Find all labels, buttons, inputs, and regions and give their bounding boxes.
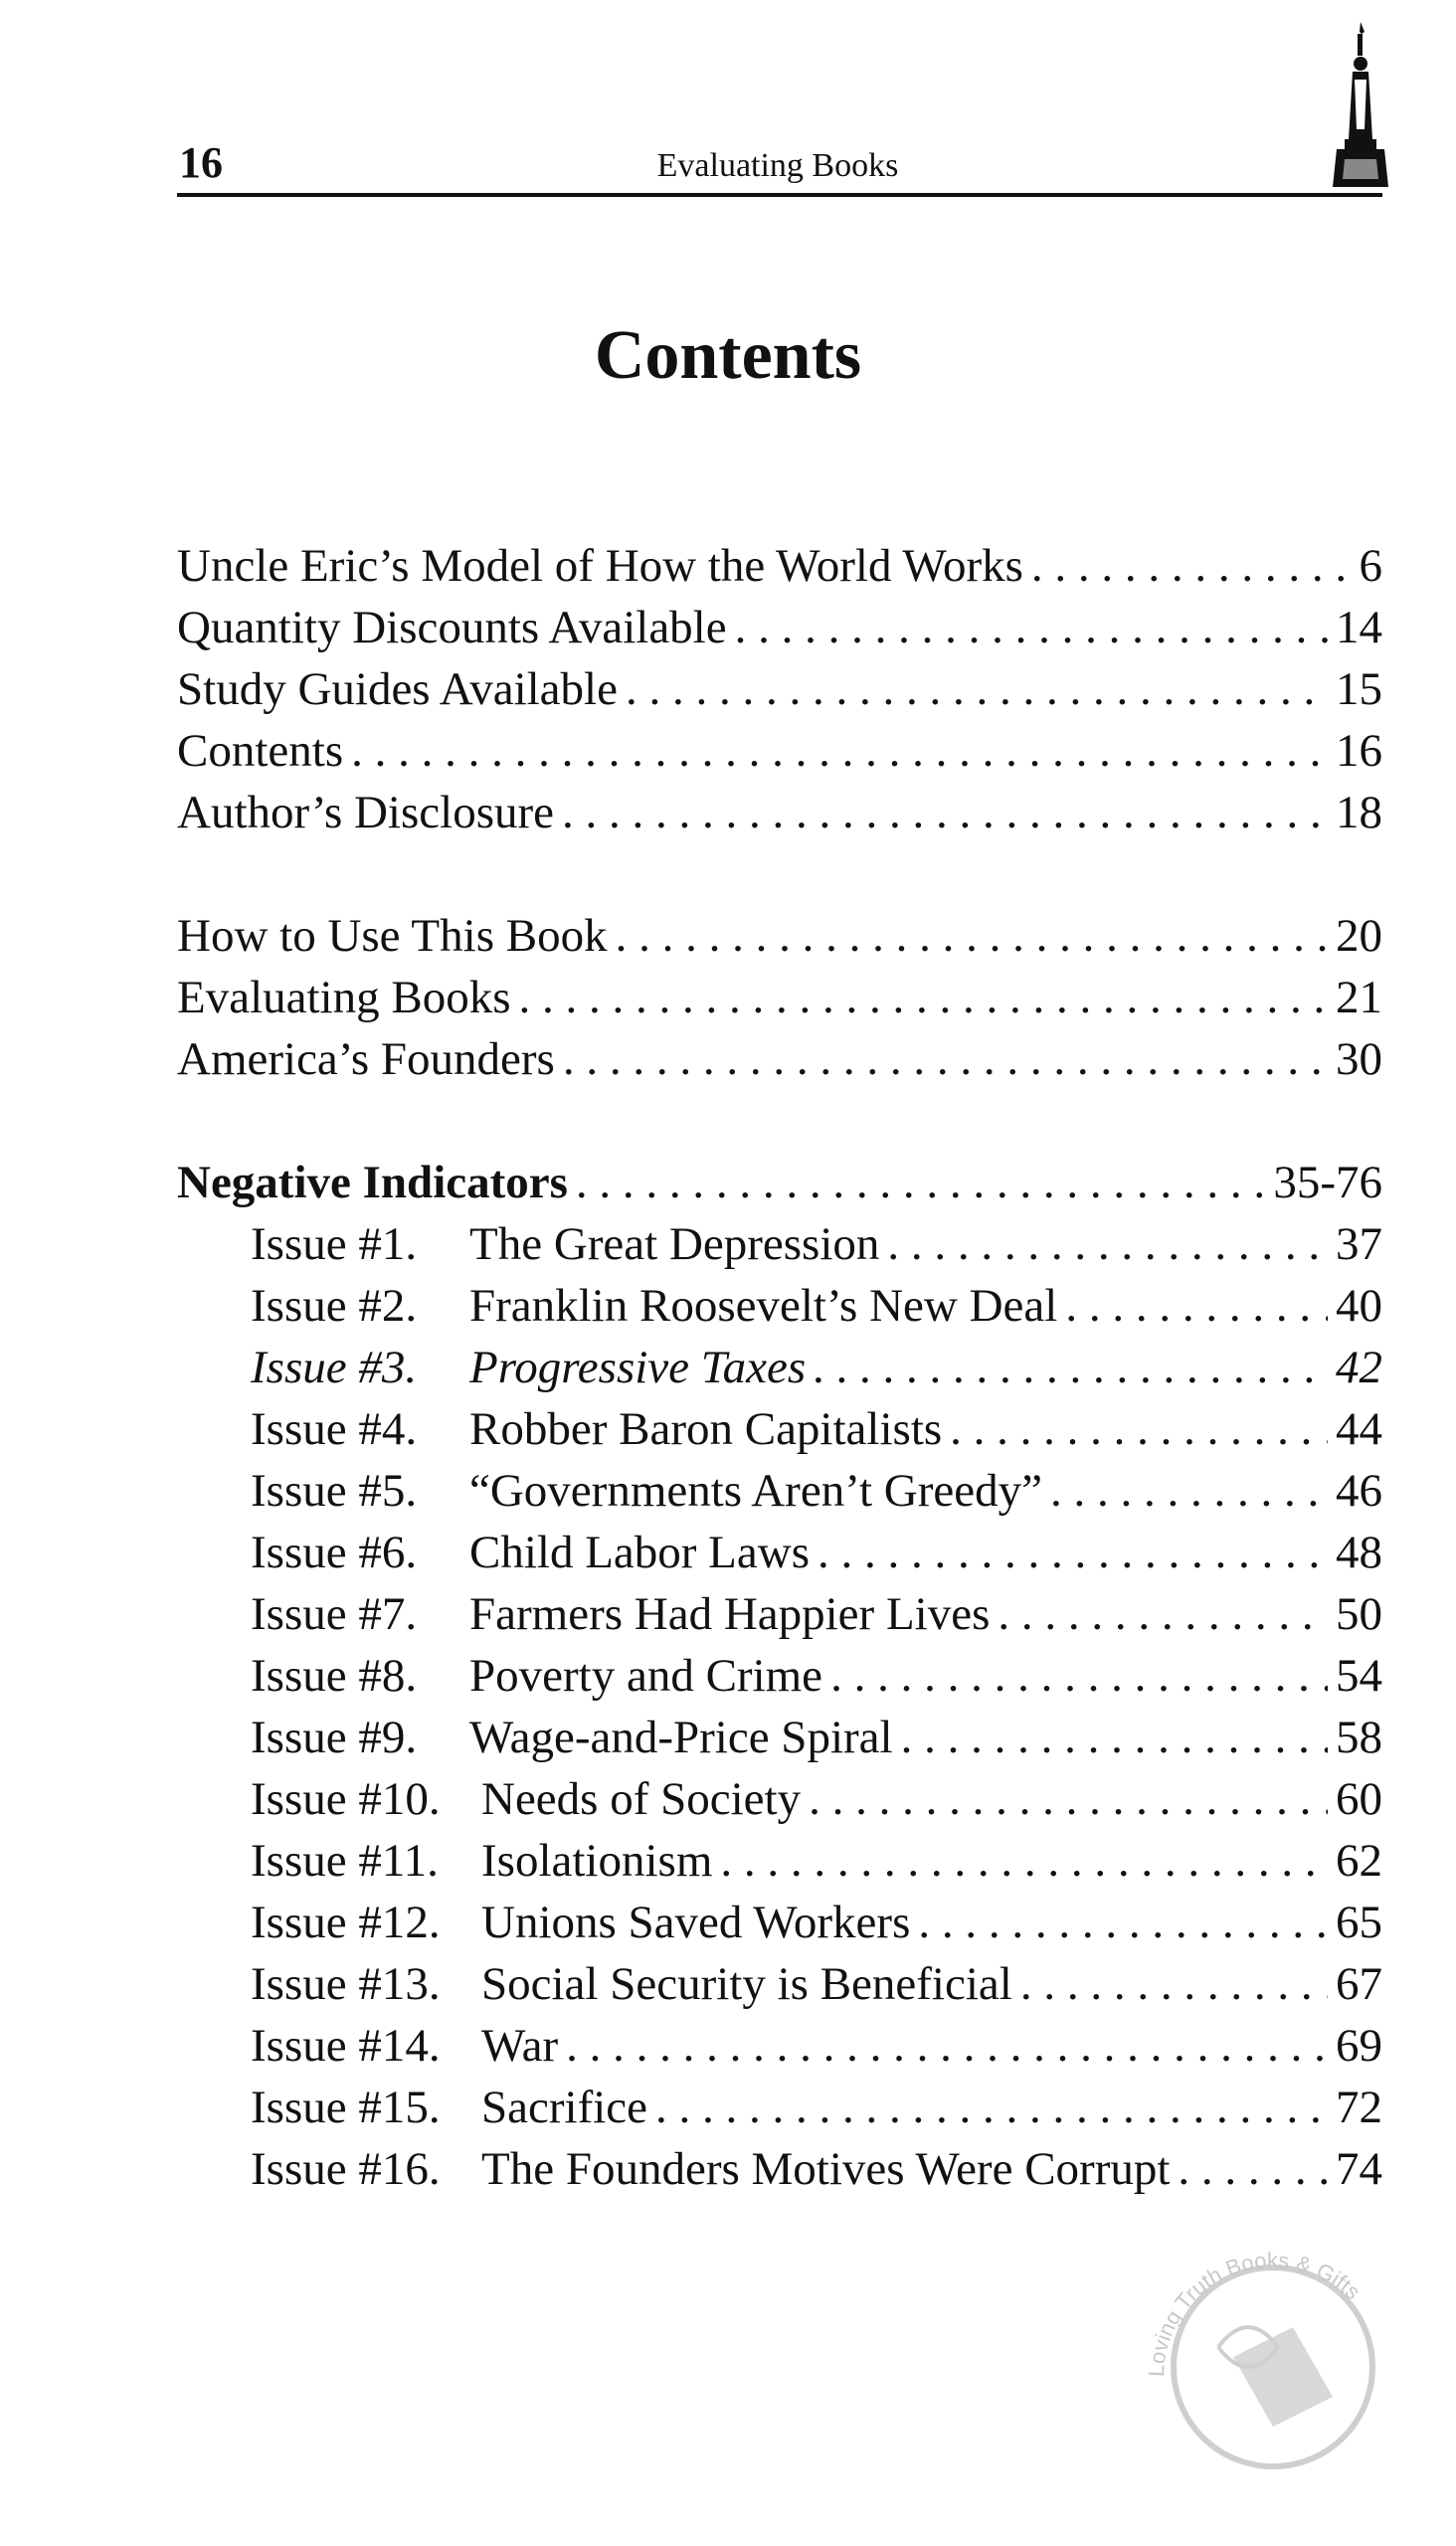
- entry-label: America’s Founders: [177, 1033, 555, 1085]
- page-ref: 54: [1336, 1650, 1382, 1702]
- running-title: Evaluating Books: [656, 147, 899, 184]
- toc-entry[interactable]: [177, 535, 1382, 597]
- issue-label: [251, 2138, 1170, 2200]
- issue-number: Issue #9.: [251, 1712, 418, 1763]
- entry-label: Author’s Disclosure: [177, 787, 555, 838]
- toc-entry[interactable]: [177, 967, 1382, 1028]
- toc-entry-issue[interactable]: [177, 1275, 1382, 1337]
- issue-number: Issue #6.: [251, 1527, 418, 1578]
- section-heading: Negative Indicators: [177, 1157, 568, 1208]
- toc-entry[interactable]: [177, 1028, 1382, 1090]
- toc-entry-issue[interactable]: [177, 1645, 1382, 1707]
- dot-leader: [950, 1398, 1328, 1460]
- toc-entry-issue[interactable]: [177, 1830, 1382, 1892]
- page-number: 16: [179, 138, 223, 187]
- running-header: [177, 125, 1378, 195]
- watermark-seal: [1124, 2208, 1422, 2506]
- dot-leader: [830, 1645, 1328, 1707]
- issue-label: [251, 1275, 1057, 1337]
- issue-number: Issue #10.: [251, 1773, 441, 1825]
- toc-entry[interactable]: [177, 597, 1382, 658]
- issue-label: [251, 1460, 1042, 1522]
- page-ref: 46: [1336, 1465, 1382, 1517]
- issue-title: Franklin Roosevelt’s New Deal: [469, 1280, 1058, 1332]
- page-ref: 72: [1336, 2082, 1382, 2133]
- page-ref: 18: [1336, 787, 1382, 838]
- watermark-text: Loving Truth Books & Gifts: [1143, 2248, 1365, 2378]
- issue-number: Issue #13.: [251, 1958, 441, 2010]
- issue-title: Child Labor Laws: [469, 1527, 810, 1578]
- dot-leader: [519, 967, 1329, 1028]
- issue-label: [251, 1213, 879, 1275]
- entry-label: Study Guides Available: [177, 663, 618, 715]
- issue-label: [251, 1522, 810, 1583]
- page-ref: 67: [1336, 1958, 1382, 2010]
- page-ref: 37: [1336, 1218, 1382, 1270]
- issue-title: Robber Baron Capitalists: [469, 1403, 943, 1455]
- issue-title: Needs of Society: [481, 1773, 802, 1825]
- issue-label: [251, 1892, 910, 1953]
- front-matter-list: [177, 535, 1382, 843]
- issues-list: [177, 1213, 1382, 2200]
- issue-label: [251, 1768, 801, 1830]
- page-ref: 35-76: [1273, 1157, 1382, 1208]
- issue-number: Issue #3.: [251, 1342, 418, 1393]
- issue-number: Issue #12.: [251, 1897, 441, 1948]
- page-ref: 74: [1336, 2143, 1382, 2195]
- page-ref: 20: [1336, 910, 1382, 962]
- toc-entry-issue[interactable]: [177, 2077, 1382, 2138]
- dot-leader: [918, 1892, 1328, 1953]
- dot-leader: [566, 2015, 1328, 2077]
- toc-entry[interactable]: [177, 658, 1382, 720]
- entry-label: Quantity Discounts Available: [177, 602, 727, 653]
- entry-label: How to Use This Book: [177, 910, 608, 962]
- issue-number: Issue #2.: [251, 1280, 418, 1332]
- toc-entry[interactable]: [177, 782, 1382, 843]
- issue-label: [251, 2015, 558, 2077]
- issue-title: The Founders Motives Were Corrupt: [481, 2143, 1171, 2195]
- dot-leader: [735, 597, 1328, 658]
- statue-of-liberty-icon: [1331, 20, 1390, 189]
- toc-entry-issue[interactable]: [177, 1398, 1382, 1460]
- dot-leader: [818, 1522, 1328, 1583]
- page-ref: 58: [1336, 1712, 1382, 1763]
- toc-entry-issue[interactable]: [177, 1337, 1382, 1398]
- page-ref: 48: [1336, 1527, 1382, 1578]
- issue-label: [251, 1707, 893, 1768]
- issue-number: Issue #5.: [251, 1465, 418, 1517]
- toc-entry[interactable]: [177, 905, 1382, 967]
- toc-entry-issue[interactable]: [177, 1213, 1382, 1275]
- toc-entry-issue[interactable]: [177, 1460, 1382, 1522]
- issue-number: Issue #15.: [251, 2082, 441, 2133]
- toc-entry-issue[interactable]: [177, 1953, 1382, 2015]
- issue-label: [251, 1583, 990, 1645]
- dot-leader: [901, 1707, 1328, 1768]
- issue-number: Issue #11.: [251, 1835, 439, 1887]
- dot-leader: [562, 782, 1328, 843]
- issue-number: Issue #16.: [251, 2143, 441, 2195]
- intro-sections-list: [177, 905, 1382, 1090]
- page-title: Contents: [594, 317, 862, 394]
- issue-title: Farmers Had Happier Lives: [469, 1588, 991, 1640]
- dot-leader: [563, 1028, 1328, 1090]
- issue-number: Issue #4.: [251, 1403, 418, 1455]
- page-ref: 69: [1336, 2020, 1382, 2072]
- page-ref: 6: [1359, 540, 1382, 592]
- issue-label: [251, 2077, 647, 2138]
- dot-leader: [809, 1768, 1328, 1830]
- dot-leader: [998, 1583, 1328, 1645]
- issue-label: [251, 1953, 1012, 2015]
- toc-entry-issue[interactable]: [177, 1707, 1382, 1768]
- dot-leader: [887, 1213, 1328, 1275]
- page-ref: 16: [1336, 725, 1382, 777]
- table-of-contents: [177, 535, 1382, 2200]
- page-ref: 14: [1336, 602, 1382, 653]
- page-ref: 50: [1336, 1588, 1382, 1640]
- page-ref: 44: [1336, 1403, 1382, 1455]
- toc-entry-issue[interactable]: [177, 2138, 1382, 2200]
- toc-entry-issue[interactable]: [177, 1522, 1382, 1583]
- dot-leader: [1065, 1275, 1328, 1337]
- dot-leader: [1178, 2138, 1328, 2200]
- toc-entry-issue[interactable]: [177, 2015, 1382, 2077]
- dot-leader: [1020, 1953, 1328, 2015]
- entry-label: Evaluating Books: [177, 972, 511, 1023]
- issue-title: Wage-and-Price Spiral: [469, 1712, 893, 1763]
- issue-title: The Great Depression: [469, 1218, 880, 1270]
- toc-entry[interactable]: [177, 720, 1382, 782]
- toc-entry-issue[interactable]: [177, 1768, 1382, 1830]
- issue-title: Social Security is Beneficial: [481, 1958, 1012, 2010]
- issue-number: Issue #7.: [251, 1588, 418, 1640]
- issue-label: [251, 1398, 942, 1460]
- toc-entry-negative-indicators[interactable]: [177, 1152, 1382, 1213]
- page-ref: 42: [1336, 1342, 1382, 1393]
- issue-title: Sacrifice: [481, 2082, 648, 2133]
- toc-entry-issue[interactable]: [177, 1583, 1382, 1645]
- issue-label: [251, 1337, 806, 1398]
- issue-title: Poverty and Crime: [469, 1650, 823, 1702]
- issue-label: [251, 1830, 712, 1892]
- page-ref: 60: [1336, 1773, 1382, 1825]
- dot-leader: [626, 658, 1328, 720]
- entry-label: Uncle Eric’s Model of How the World Works: [177, 540, 1023, 592]
- entry-label: Contents: [177, 725, 344, 777]
- dot-leader: [1031, 535, 1352, 597]
- issue-number: Issue #14.: [251, 2020, 441, 2072]
- dot-leader: [814, 1337, 1328, 1398]
- header-rule: [177, 193, 1382, 197]
- issue-title: Progressive Taxes: [469, 1342, 807, 1393]
- dot-leader: [720, 1830, 1328, 1892]
- issue-title: “Governments Aren’t Greedy”: [469, 1465, 1042, 1517]
- dot-leader: [576, 1152, 1265, 1213]
- issue-number: Issue #1.: [251, 1218, 418, 1270]
- toc-entry-issue[interactable]: [177, 1892, 1382, 1953]
- page-ref: 30: [1336, 1033, 1382, 1085]
- page-ref: 62: [1336, 1835, 1382, 1887]
- issue-title: Isolationism: [481, 1835, 713, 1887]
- issue-title: Unions Saved Workers: [481, 1897, 911, 1948]
- issue-label: [251, 1645, 822, 1707]
- dot-leader: [616, 905, 1328, 967]
- dot-leader: [655, 2077, 1328, 2138]
- dot-leader: [351, 720, 1328, 782]
- page-ref: 40: [1336, 1280, 1382, 1332]
- issue-title: War: [481, 2020, 559, 2072]
- issue-number: Issue #8.: [251, 1650, 418, 1702]
- page-ref: 15: [1336, 663, 1382, 715]
- page-ref: 65: [1336, 1897, 1382, 1948]
- dot-leader: [1050, 1460, 1328, 1522]
- page-ref: 21: [1336, 972, 1382, 1023]
